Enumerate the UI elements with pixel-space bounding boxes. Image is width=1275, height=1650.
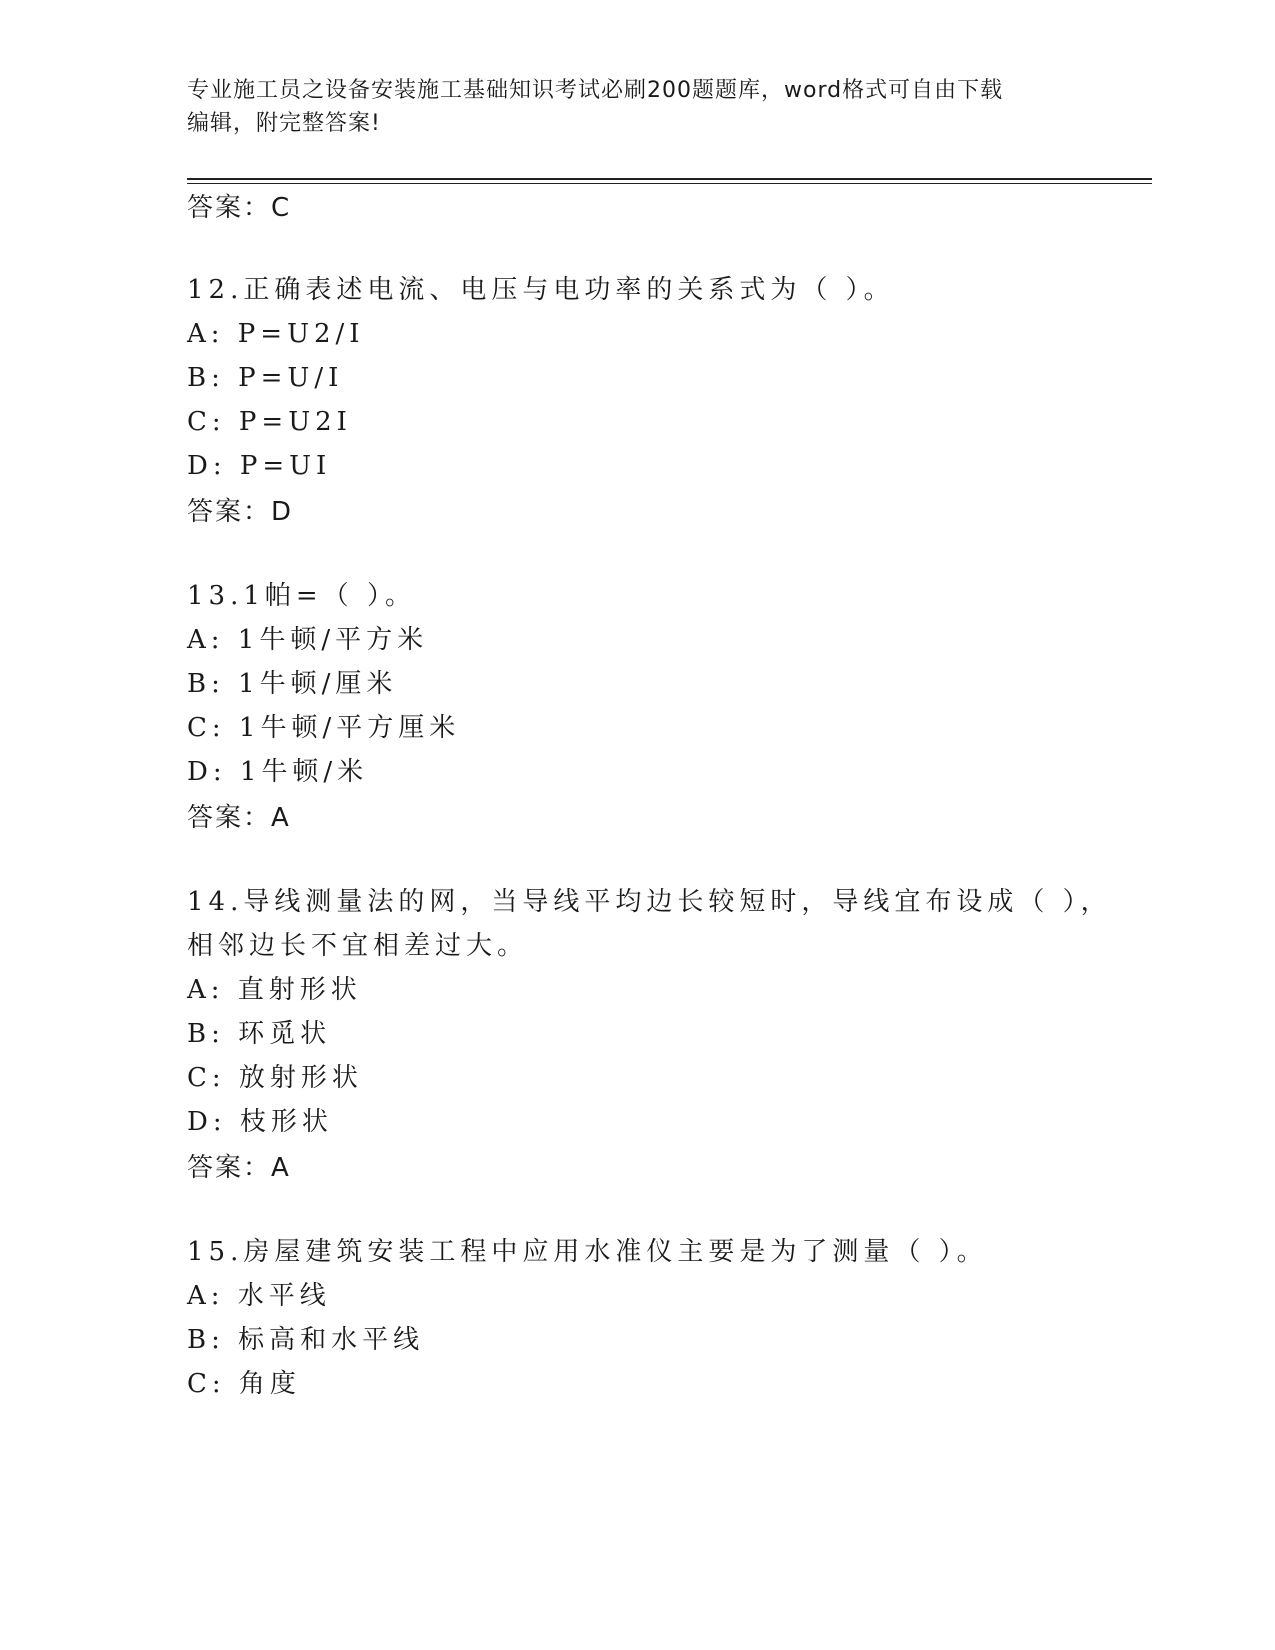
question-14-answer: 答案：A [187,1153,291,1183]
question-15-option-c: C: 角度 [187,1369,301,1399]
header-title-line-2: 编辑，附完整答案! [187,111,381,136]
previous-answer: 答案：C [187,193,292,223]
question-12-option-c: C: P=U2I [187,407,352,437]
question-15-stem: 15.房屋建筑安装工程中应用水准仪主要是为了测量（ ）。 [187,1237,988,1267]
question-13-option-c: C: 1牛顿/平方厘米 [187,713,461,743]
question-14-option-a: A: 直射形状 [187,975,362,1005]
question-12-option-d: D: P=UI [187,451,332,481]
question-13-answer: 答案：A [187,803,291,833]
header-title-line-1: 专业施工员之设备安装施工基础知识考试必刷200题题库，word格式可自由下载 [187,78,1004,103]
question-14-stem-line-1: 14.导线测量法的网，当导线平均边长较短时，导线宜布设成（ ）， [187,887,1112,917]
question-12-stem: 12.正确表述电流、电压与电功率的关系式为（ ）。 [187,275,895,305]
question-13-option-d: D: 1牛顿/米 [187,757,369,787]
question-14-option-d: D: 枝形状 [187,1107,333,1137]
question-14-option-b: B: 环觅状 [187,1019,332,1049]
question-14-option-c: C: 放射形状 [187,1063,363,1093]
question-13-option-a: A: 1牛顿/平方米 [187,625,429,655]
question-12-option-b: B: P=U/I [187,363,344,393]
question-13-option-b: B: 1牛顿/厘米 [187,669,398,699]
question-12-option-a: A: P=U2/I [187,319,365,349]
question-14-stem-line-2: 相邻边长不宜相差过大。 [187,931,529,961]
question-13-stem: 13.1帕=（ ）。 [187,581,416,611]
document-header [187,74,1087,140]
question-15-option-b: B: 标高和水平线 [187,1325,425,1355]
header-divider-thin [187,183,1152,184]
question-12-answer: 答案：D [187,497,294,527]
header-divider-thick [187,178,1152,180]
question-15-option-a: A: 水平线 [187,1281,331,1311]
